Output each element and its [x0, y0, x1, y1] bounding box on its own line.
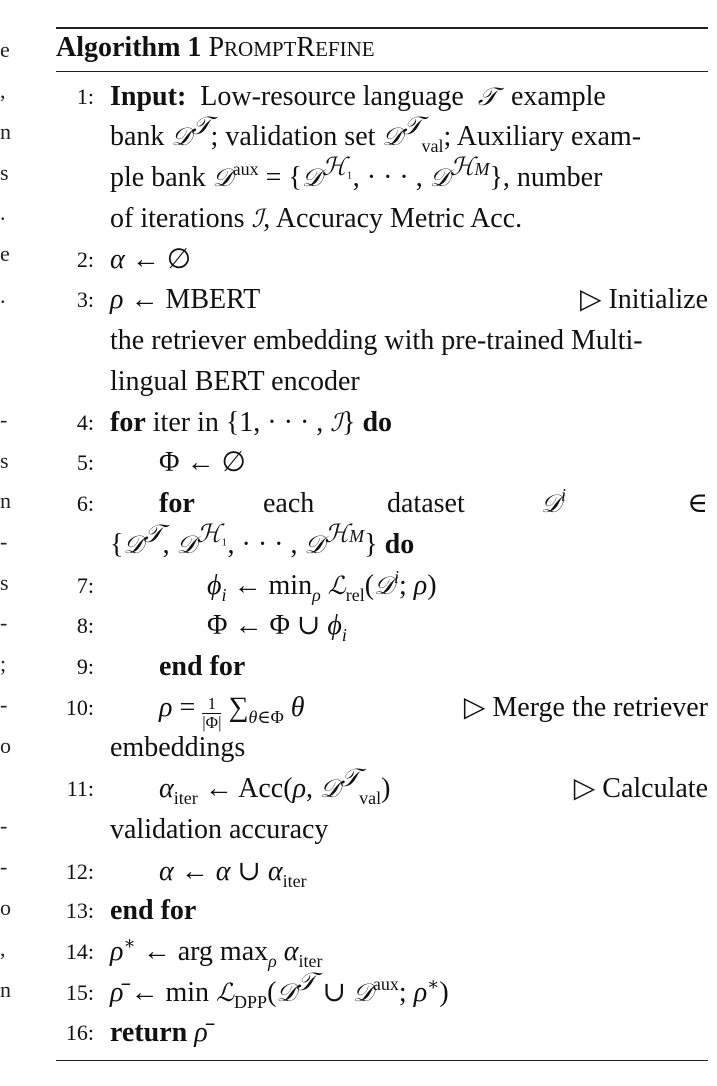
line-comment: ▷ Merge the retriever — [463, 692, 708, 723]
algo-line-15 — [56, 967, 708, 1013]
line-text: {𝒟$^𝒯$, 𝒟$^{ℋ_1}$, · · · , 𝒟$^{ℋM}$} do — [110, 519, 415, 560]
line-number: 12: — [65, 859, 94, 884]
line-comment: validation accuracy — [110, 814, 329, 845]
edge-fragment: - — [0, 610, 8, 635]
line-comment: ▷ Initialize — [579, 284, 708, 315]
algo-line-1 — [56, 77, 708, 117]
line-number: 16: — [65, 1020, 94, 1045]
algo-line-12 — [56, 852, 708, 892]
line-text: Input: Low-resource language 𝒯 example — [110, 81, 606, 112]
line-text: 𝒟$^i$ — [541, 485, 566, 518]
line-text: end for — [110, 895, 197, 926]
line-text: ρ̄ ← min ℒ$_{DPP}$(𝒟$^𝒯$ ∪ 𝒟$^{aux}$; ρ∗) — [110, 967, 449, 1012]
top-rule — [56, 27, 708, 29]
bottom-rule — [56, 1060, 708, 1061]
algo-line-3-cont — [56, 321, 708, 361]
line-number: 10: — [65, 695, 94, 720]
algo-line-1-cont — [56, 111, 708, 157]
algo-line-11 — [56, 763, 708, 809]
algo-line-11-cont — [56, 810, 708, 850]
line-text: Φ ← Φ ∪ $\phi_i$ — [207, 610, 347, 645]
line-number: 7: — [76, 573, 94, 598]
algo-line-3 — [56, 280, 708, 320]
edge-fragment: - — [0, 692, 8, 717]
algo-line-5 — [56, 443, 708, 483]
edge-fragment: - — [0, 813, 8, 838]
algorithm-name: PROMPTREFINE — [208, 32, 375, 63]
line-text: ple bank 𝒟$^{aux}$ = {𝒟$^{ℋ_1}$, · · · , 𝒟$^{ℋM}$}, number — [110, 152, 603, 193]
edge-fragment: o — [0, 733, 11, 758]
algo-line-10-cont — [56, 728, 708, 768]
edge-fragment: s — [0, 448, 9, 473]
line-text: $\alpha_{iter}$ ← Acc(ρ, 𝒟$^𝒯_{val}$) — [159, 763, 391, 808]
algo-line-6 — [56, 484, 708, 524]
algo-line-1-cont — [56, 152, 708, 198]
algo-line-16 — [56, 1013, 708, 1053]
line-text: each — [263, 488, 315, 519]
title-rule — [56, 71, 708, 72]
line-text: dataset — [387, 488, 465, 519]
line-text: for iter in {1, · · · , ℐ} do — [110, 407, 393, 438]
line-comment: ▷ Calculate — [573, 773, 708, 804]
line-number: 3: — [76, 287, 94, 312]
edge-fragment: e — [0, 37, 10, 62]
edge-fragment: - — [0, 854, 8, 879]
edge-fragment: . — [0, 200, 6, 225]
edge-fragment: o — [0, 895, 11, 920]
algo-line-7 — [56, 566, 708, 606]
line-text: of iterations ℐ, Accuracy Metric Acc. — [110, 203, 523, 234]
algorithm-label: Algorithm 1 — [56, 32, 202, 63]
edge-fragment: e — [0, 241, 10, 266]
line-comment: the retriever embedding with pre-trained Multi- — [110, 325, 643, 356]
edge-fragment: n — [0, 488, 11, 513]
edge-fragment: n — [0, 119, 11, 144]
line-number: 15: — [65, 980, 94, 1005]
line-number: 13: — [65, 898, 94, 923]
algo-line-2 — [56, 240, 708, 280]
line-number: 2: — [76, 247, 94, 272]
line-number: 8: — [76, 613, 94, 638]
line-text: α ← α ∪ $\alpha_{iter}$ — [159, 856, 307, 891]
edge-fragment: n — [0, 977, 11, 1002]
line-comment: lingual BERT encoder — [110, 366, 360, 397]
algo-line-9 — [56, 647, 708, 687]
algorithm-title — [56, 31, 375, 66]
edge-fragment: ; — [0, 651, 7, 676]
line-comment: embeddings — [110, 732, 246, 763]
edge-fragment: s — [0, 160, 9, 185]
line-number: 4: — [76, 410, 94, 435]
line-text: ρ ← MBERT — [110, 284, 261, 315]
line-text: $\phi_i$ ← $\min_\rho$ ℒ$_{rel}$(𝒟$^i$; ρ) — [207, 567, 437, 605]
algo-line-3-cont — [56, 362, 708, 402]
line-text: ρ∗ ← arg $\max_\rho \alpha_{iter}$ — [110, 933, 323, 971]
line-text: end for — [159, 651, 246, 682]
line-number: 6: — [76, 491, 94, 516]
line-number: 14: — [65, 939, 94, 964]
line-text: return ρ̄ — [110, 1017, 208, 1048]
edge-fragment: s — [0, 570, 9, 595]
line-number: 5: — [76, 450, 94, 475]
edge-fragment: , — [0, 936, 6, 961]
algo-line-4 — [56, 403, 708, 443]
algo-line-14 — [56, 932, 708, 972]
line-text: bank 𝒟$^𝒯$; validation set 𝒟$^𝒯_{val}$; Auxiliary exam- — [110, 111, 642, 156]
algo-line-8 — [56, 606, 708, 646]
line-number: 11: — [66, 776, 94, 801]
line-text: ρ = $\frac{1}{|\Phi|}$ $\sum_{\theta\in\Phi}$ θ — [159, 692, 305, 732]
edge-fragment: - — [0, 407, 8, 432]
line-number: 1: — [76, 84, 94, 109]
edge-fragment: . — [0, 283, 6, 308]
algo-line-6-cont — [56, 519, 708, 565]
line-text: α ← ∅ — [110, 244, 192, 275]
edge-fragment: , — [0, 78, 6, 103]
edge-fragment: - — [0, 529, 8, 554]
algo-line-13 — [56, 891, 708, 931]
algo-line-10 — [56, 688, 708, 732]
line-number: 9: — [76, 654, 94, 679]
line-text: ∈ — [687, 488, 708, 519]
line-text: for — [159, 488, 195, 519]
algo-line-1-cont — [56, 199, 708, 239]
previous-column-edge — [0, 0, 14, 1086]
line-text: Φ ← ∅ — [159, 447, 246, 478]
